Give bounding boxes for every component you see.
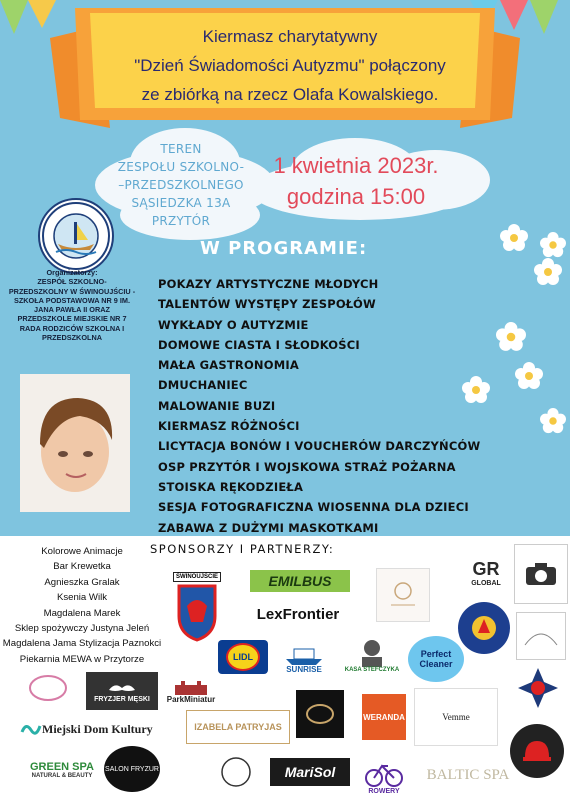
bicycle-icon: [364, 758, 404, 788]
global-mark-icon: GR: [472, 559, 500, 579]
photography-logo: [514, 544, 568, 604]
fryzjer-meski-logo: [86, 672, 158, 710]
programme-item: STOISKA RĘKODZIEŁA: [158, 479, 304, 494]
weranda-logo: WERANDA: [362, 694, 406, 740]
programme-item: DOMOWE CIASTA I SŁODKOŚCI: [158, 337, 360, 352]
camera-icon: [524, 561, 558, 587]
sponsor-name: Piekarnia MEWA w Przytorze: [19, 653, 145, 665]
sunrise-logo-text: SUNRISE: [286, 664, 322, 674]
programme-list: [158, 274, 558, 538]
location-line: ZESPOŁU SZKOLNO-: [117, 160, 245, 174]
gc-logo: [296, 690, 344, 738]
header-line: ze zbiórką na rzecz Olafa Kowalskiego.: [141, 85, 439, 104]
green-spa-logo-text: GREEN SPA: [30, 761, 94, 773]
lidl-logo-text: LIDL: [226, 643, 260, 671]
sponsor-names-list: [2, 544, 162, 667]
bunting-flag: [0, 0, 28, 34]
hotel-crest-icon: [219, 755, 253, 789]
hotel-logo: [206, 754, 266, 790]
programme-item: OSP PRZYTÓR I WOJSKOWA STRAŻ POŻARNA: [158, 459, 456, 474]
flower-icon: [500, 224, 528, 252]
sponsor-name: Magdalena Marek: [43, 607, 121, 619]
location-line: SĄSIEDZKA 13A: [131, 196, 231, 210]
marisol-logo: MariSol: [270, 758, 350, 786]
programme-item: SESJA FOTOGRAFICZNA WIOSENNA DLA DZIECI: [158, 500, 469, 515]
sponsors-title: SPONSORZY I PARTNERZY:: [150, 542, 335, 556]
ship-icon: [282, 643, 326, 665]
programme-item: ZABAWA Z DUŻYMI MASKOTKAMI: [158, 520, 379, 535]
beauty-room-icon: [385, 577, 421, 613]
programme-item: DMUCHANIEC: [158, 378, 248, 393]
location-line: –PRZEDSZKOLNEGO: [118, 178, 244, 192]
osp-logo: [510, 664, 566, 712]
miejski-dom-kultury-logo: [20, 714, 160, 744]
header-line: Kiermasz charytatywny: [202, 27, 378, 46]
sponsor-name: Bar Krewetka: [53, 561, 111, 573]
programme-item: LICYTACJA BONÓW I VOUCHERÓW DARCZYŃCÓW: [158, 439, 481, 454]
gc-mark-icon: [305, 702, 335, 726]
global-logo: [458, 550, 514, 596]
animacje-icon: [26, 671, 70, 705]
organizers-block: [8, 268, 136, 342]
salon-fryzur-logo: SALON FRYZUR: [104, 746, 160, 792]
rotwica-logo: [458, 602, 510, 654]
kasa-stefczyka-logo: [340, 632, 404, 678]
sponsor-name: Ksenia Wilk: [56, 592, 108, 604]
sponsor-name: Magdalena Jama Stylizacja Paznokci: [2, 638, 162, 650]
sponsor-name: Sklep spożywczy Justyna Jeleń: [14, 623, 150, 635]
park-miniatur-logo: [160, 672, 222, 708]
vemme-logo: Vemme: [414, 688, 498, 746]
coat-of-arms-icon: [175, 582, 219, 642]
izabela-patryjas-logo: IZABELA PATRYJAS: [186, 710, 290, 744]
programme-item: TALENTÓW WYSTĘPY ZESPOŁÓW: [158, 297, 376, 312]
header-text: [60, 22, 520, 109]
matria-icon: [521, 621, 561, 651]
emilbus-logo: EMILBUS: [250, 570, 350, 592]
perfect-cleaner-logo: Perfect Cleaner: [408, 636, 464, 682]
location-line: TEREN: [160, 142, 202, 156]
event-date-text: 1 kwietnia 2023r.: [273, 153, 439, 178]
swinoujscie-logo: [172, 568, 222, 646]
przytor-logo: [510, 724, 564, 778]
firefighter-helmet-icon: [519, 733, 555, 769]
rowery-logo-text: ROWERY: [368, 787, 400, 795]
sponsor-name: Agnieszka Gralak: [44, 576, 120, 588]
header-line: "Dzień Świadomości Autyzmu" połączony: [134, 56, 446, 75]
organizers-heading: Organizatorzy:: [46, 268, 98, 277]
programme-item: POKAZY ARTYSTYCZNE MŁODYCH: [158, 277, 379, 291]
swinoujscie-logo-text: ŚWINOUJŚCIE: [173, 572, 221, 582]
portrait-icon: [357, 637, 387, 667]
green-spa-logo: [18, 750, 106, 790]
lexfrontier-logo: LexFrontier: [256, 605, 340, 623]
fryzjer-logo-text: FRYZJER MĘSKI: [94, 695, 150, 703]
bunting-flag: [530, 0, 558, 34]
event-time-text: godzina 15:00: [286, 184, 426, 209]
green-spa-sub-text: NATURAL & BEAUTY: [31, 773, 93, 779]
matria-logo: [516, 612, 566, 660]
animacje-logo: [24, 668, 72, 708]
kasa-logo-text: KASA STEFCZYKA: [344, 667, 400, 673]
event-location: [106, 140, 256, 230]
child-photo: [20, 374, 130, 512]
global-logo-text: GLOBAL: [471, 580, 501, 587]
sunrise-logo: [276, 638, 332, 678]
organizers-text: ZESPÓŁ SZKOLNO-PRZEDSZKOLNY W ŚWINOUJŚCIU - SZKOŁA PODSTAWOWA NR 9 IM. JANA PAWŁA II ORAZ PRZEDSZKOLE MIEJSKIE NR 7 RADA RODZICÓW SZKOLNA I PRZEDSZKOLNA: [8, 277, 136, 343]
rowery-logo: [358, 750, 410, 802]
mdk-logo-text: Miejski Dom Kultury: [42, 721, 153, 736]
programme-item: WYKŁADY O AUTYZMIE: [158, 317, 309, 332]
baltic-spa-logo: BALTIC SPA: [426, 766, 510, 783]
wave-icon: [20, 718, 42, 740]
programme-item: MALOWANIE BUZI: [158, 398, 276, 413]
sponsor-name: Kolorowe Animacje: [41, 546, 123, 557]
crest-icon: [469, 613, 499, 643]
fire-brigade-cross-icon: [515, 665, 561, 711]
school-logo-icon: [38, 198, 114, 274]
castle-icon: [171, 677, 211, 695]
location-line: PRZYTÓR: [151, 214, 211, 228]
lidl-logo: [218, 640, 268, 674]
mustache-icon: [107, 680, 137, 696]
programme-title: W PROGRAMIE:: [200, 238, 368, 259]
park-logo-text: ParkMiniatur: [166, 694, 216, 704]
event-date: [256, 150, 456, 212]
programme-item: KIERMASZ RÓŻNOŚCI: [158, 419, 300, 434]
beauty-room-logo: [376, 568, 430, 622]
flower-icon: [540, 232, 566, 258]
programme-item: MAŁA GASTRONOMIA: [158, 358, 299, 373]
